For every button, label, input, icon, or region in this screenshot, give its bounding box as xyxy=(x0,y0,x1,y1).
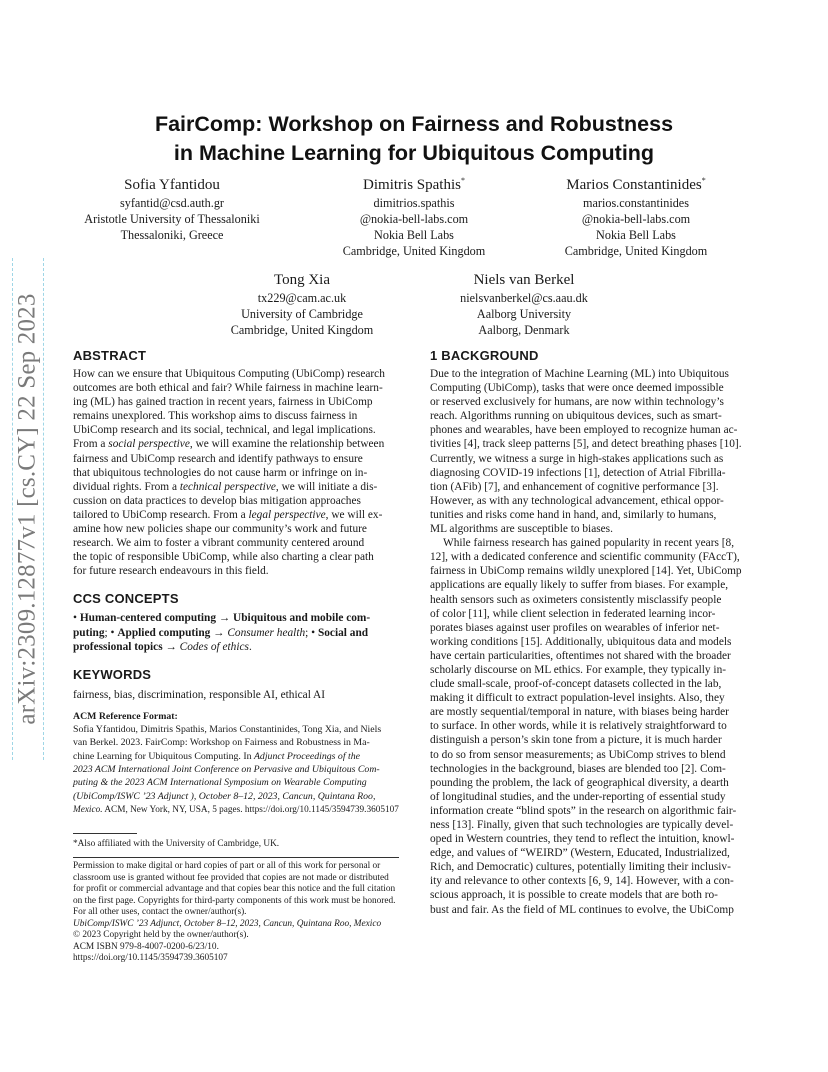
author-name: Niels van Berkel xyxy=(473,272,575,288)
abstract-heading: ABSTRACT xyxy=(73,348,147,363)
text-line: ing (ML) has gained traction in recent years, fairness in UbiComp xyxy=(73,396,373,409)
text-line: Sofia Yfantidou, Dimitris Spathis, Marios Constantinides, Tong Xia, and Niels xyxy=(73,724,382,736)
text-line: health sensors such as oximeters consistently misclassify people xyxy=(430,593,722,606)
text-line: • Human-centered computing → Ubiquitous and mobile com- xyxy=(73,612,371,625)
text-line: for profit or commercial advantage and that copies bear this notice and the full citation xyxy=(73,884,396,894)
author-affiliation-line: marios.constantinides xyxy=(583,196,689,210)
text-line: © 2023 Copyright held by the owner/author(s). xyxy=(73,930,249,940)
text-line: tivities [4], track sleep patterns [5], and detect breathing phases [10]. xyxy=(430,438,742,451)
author-affiliation-line: Nokia Bell Labs xyxy=(374,228,454,242)
text-line: ACM ISBN 979-8-4007-0200-6/23/10. xyxy=(73,941,219,952)
author-block xyxy=(314,176,514,259)
author-affiliation-line: @nokia-bell-labs.com xyxy=(359,212,469,226)
text-line: puting & the 2023 ACM International Symposium on Wearable Computing xyxy=(73,777,367,789)
author-affiliation-line: syfantid@csd.auth.gr xyxy=(120,196,224,210)
text-line: of longitudinal studies, and the under-reporting of essential study xyxy=(430,790,726,803)
paper-title-line2: in Machine Learning for Ubiquitous Computing xyxy=(173,141,655,165)
text-line: scholarly discourse on ML ethics. For example, they typically in- xyxy=(430,663,727,676)
text-line: clude small-scale, proof-of-concept datasets collected in the lab, xyxy=(430,678,722,691)
text-line: fairness and UbiComp research and identify pathways to ensure xyxy=(73,452,363,465)
text-line: cussion on data practices to develop bias mitigation approaches xyxy=(73,494,361,507)
author-footnote-mark: * xyxy=(460,176,465,185)
abstract-text xyxy=(73,367,399,578)
text-line: distinguish a person’s skin tone from a picture, it is much harder xyxy=(430,734,722,747)
text-line: fairness in UbiComp remains wildly unexplored [14]. Yet, UbiComp xyxy=(430,565,742,578)
author-block xyxy=(72,176,272,243)
text-line: remains unexplored. This workshop aims to discuss fairness in xyxy=(73,410,358,423)
author-affiliation-line: Cambridge, United Kingdom xyxy=(564,244,708,258)
text-line: edge, and values of “WEIRD” (Western, Educated, Industrialized, xyxy=(430,847,730,860)
text-line: For all other uses, contact the owner/author(s). xyxy=(73,907,247,917)
text-line: are mostly sequential/temporal in nature, with biases being harder xyxy=(430,706,729,719)
keywords-text: fairness, bias, discrimination, responsible AI, ethical AI xyxy=(73,688,326,701)
paper-title-line1: FairComp: Workshop on Fairness and Robustness xyxy=(154,112,674,136)
reference-text xyxy=(73,723,399,816)
text-line: ML algorithms are susceptible to biases. xyxy=(430,523,613,536)
author-affiliation-line: dimitrios.spathis xyxy=(373,196,455,210)
permission-block xyxy=(73,861,399,965)
text-line: puting; • Applied computing → Consumer health; • Social and xyxy=(73,626,369,639)
text-line: ness [13]. Finally, given that such technologies are typically devel- xyxy=(430,819,734,831)
text-line: for future research endeavours in this field. xyxy=(73,565,269,578)
author-affiliation-line: Cambridge, United Kingdom xyxy=(342,244,486,258)
text-line: tailored to UbiComp research. From a legal perspective, we will ex- xyxy=(73,508,383,521)
text-line: chine Learning for Ubiquitous Computing. In Adjunct Proceedings of the xyxy=(73,750,360,762)
text-line: technologies in the background, biases are blended too [2]. Com- xyxy=(430,762,726,775)
text-line: From a social perspective, we will examine the relationship between xyxy=(73,438,385,451)
author-affiliation-line: University of Cambridge xyxy=(241,307,363,321)
text-line: Currently, we witness a surge in high-stakes applications such as xyxy=(430,452,724,465)
arxiv-stamp-text: arXiv:2309.12877v1 [cs.CY] 22 Sep 2023 xyxy=(14,293,42,725)
author-affiliation-line: @nokia-bell-labs.com xyxy=(581,212,691,226)
text-line: oped in Western countries, they tend to reflect the intuition, knowl- xyxy=(430,833,735,846)
footnote-rule xyxy=(73,833,137,834)
text-line: the topic of responsible UbiComp, while also charting a clear path xyxy=(73,551,374,564)
text-line: tunities and risks come hand in hand, and, similarly to humans, xyxy=(430,508,717,521)
author-affiliation-line: tx229@cam.ac.uk xyxy=(257,291,347,305)
text-line: ity and relevance to other contexts [6, 9, 14]. However, with a con- xyxy=(430,875,734,888)
text-line: phones and wearables, have been employed to recognize human ac- xyxy=(430,424,738,437)
author-block xyxy=(414,271,634,338)
text-line: https://doi.org/10.1145/3594739.3605107 xyxy=(73,953,228,963)
text-line: reach. Algorithms running on ubiquitous devices, such as smart- xyxy=(430,410,722,423)
author-affiliation-line: Aalborg University xyxy=(476,307,572,321)
text-line: amine how new policies shape our community’s work and future xyxy=(73,523,367,536)
right-column xyxy=(430,348,757,917)
background-para2 xyxy=(430,536,757,917)
text-line: porates biases against user profiles on wearables of inferior net- xyxy=(430,621,720,634)
text-line: on the first page. Copyrights for third-party components of this work must be honored. xyxy=(73,895,396,906)
text-line: outcomes are both ethical and fair? While fairness in machine learn- xyxy=(73,382,383,395)
text-line: UbiComp research and its social, technical, and legal implications. xyxy=(73,424,376,437)
author-affiliation-line: Nokia Bell Labs xyxy=(596,228,676,242)
author-block xyxy=(536,176,736,259)
text-line: (UbiComp/ISWC ’23 Adjunct ), October 8–12, 2023, Cancun, Quintana Roo, xyxy=(73,790,376,802)
text-line: bust and fair. As the field of ML continues to evolve, the UbiComp xyxy=(430,903,734,916)
text-line: diagnosing COVID-19 infections [1], detection of Atrial Fibrilla- xyxy=(430,466,726,479)
text-line: How can we ensure that Ubiquitous Computing (UbiComp) research xyxy=(73,368,385,380)
text-line: dividual rights. From a technical perspective, we will initiate a dis- xyxy=(73,480,378,493)
author-name: Marios Constantinides* xyxy=(566,176,706,193)
text-line: 2023 ACM International Joint Conference on Pervasive and Ubiquitous Com- xyxy=(73,763,380,775)
text-line: making it difficult to extract population-level insights. Also, they xyxy=(430,692,725,705)
ccs-text xyxy=(73,611,399,653)
text-line: pounding the problem, the lack of geographical diversity, a dearth xyxy=(430,776,729,789)
paper-title xyxy=(0,110,828,168)
text-line: tion (AFib) [7], and enhancement of cognitive performance [3]. xyxy=(430,480,719,493)
text-line: scious approach, it is possible to create models that are both ro- xyxy=(430,889,718,902)
reference-heading: ACM Reference Format: xyxy=(73,710,178,722)
author-affiliation-line: nielsvanberkel@cs.aau.dk xyxy=(460,291,588,305)
text-line: of color [11], while client selection in federated learning incor- xyxy=(430,607,716,620)
author-affiliation-line: Cambridge, United Kingdom xyxy=(230,323,374,337)
permission-rule xyxy=(73,857,399,858)
author-affiliation-line: Aalborg, Denmark xyxy=(478,323,570,337)
arxiv-stamp xyxy=(12,258,44,760)
author-name: Sofia Yfantidou xyxy=(124,177,220,193)
author-name: Tong Xia xyxy=(273,272,331,288)
keywords-heading: KEYWORDS xyxy=(73,666,152,682)
text-line: van Berkel. 2023. FairComp: Workshop on Fairness and Robustness in Ma- xyxy=(73,737,370,749)
text-line: working conditions [15]. Additionally, ubiquitous data and models xyxy=(430,635,732,648)
text-line: information create “blind spots” in the research on algorithmic fair- xyxy=(430,804,737,817)
text-line: that ubiquitous technologies do not cause harm or infringe on in- xyxy=(73,466,368,479)
text-line: to do so from sensor measurements; as UbiComp strives to blend xyxy=(430,748,726,761)
author-name: Dimitris Spathis* xyxy=(363,176,465,193)
text-line: Rich, and Democratic) cultures, potentially limiting their inclusiv- xyxy=(430,861,731,874)
text-line: While fairness research has gained popularity in recent years [8, xyxy=(443,537,735,550)
text-line: applications are equally likely to suffer from biases. For example, xyxy=(430,579,729,592)
author-affiliation-line: Aristotle University of Thessaloniki xyxy=(84,212,260,226)
text-line: UbiComp/ISWC ’23 Adjunct, October 8–12, 2023, Cancun, Quintana Roo, Mexico xyxy=(73,918,382,929)
text-line: professional topics → Codes of ethics. xyxy=(73,640,252,653)
text-line: However, as with any technological advancement, ethical oppor- xyxy=(430,494,724,507)
ccs-heading: CCS CONCEPTS xyxy=(73,591,179,607)
author-footnote-mark: * xyxy=(701,176,706,185)
text-line: Due to the integration of Machine Learning (ML) into Ubiquitous xyxy=(430,368,729,380)
text-line: or reserved exclusively for humans, are now within technology’s xyxy=(430,396,724,409)
background-para1 xyxy=(430,367,757,536)
author-block xyxy=(192,271,412,338)
text-line: to surface. In other words, while it is relatively straightforward to xyxy=(430,720,727,733)
text-line: classroom use is granted without fee provided that copies are not made or distributed xyxy=(73,872,389,883)
text-line: Mexico. ACM, New York, NY, USA, 5 pages. https://doi.org/10.1145/3594739.3605107 xyxy=(73,803,399,815)
text-line: research. We aim to foster a vibrant community centered around xyxy=(73,537,365,550)
text-line: 12], with a dedicated conference and scientific community (FAccT), xyxy=(430,551,740,564)
text-line: have certain particularities, oftentimes not shared with the broader xyxy=(430,649,731,662)
background-heading: 1 BACKGROUND xyxy=(430,348,539,363)
left-column xyxy=(73,348,399,816)
text-line: Computing (UbiComp), tasks that were once deemed impossible xyxy=(430,382,724,395)
text-line: Permission to make digital or hard copies of part or all of this work for personal or xyxy=(73,861,381,871)
author-affiliation-line: Thessaloniki, Greece xyxy=(120,228,224,242)
footnote: *Also affiliated with the University of Cambridge, UK. xyxy=(73,839,280,849)
